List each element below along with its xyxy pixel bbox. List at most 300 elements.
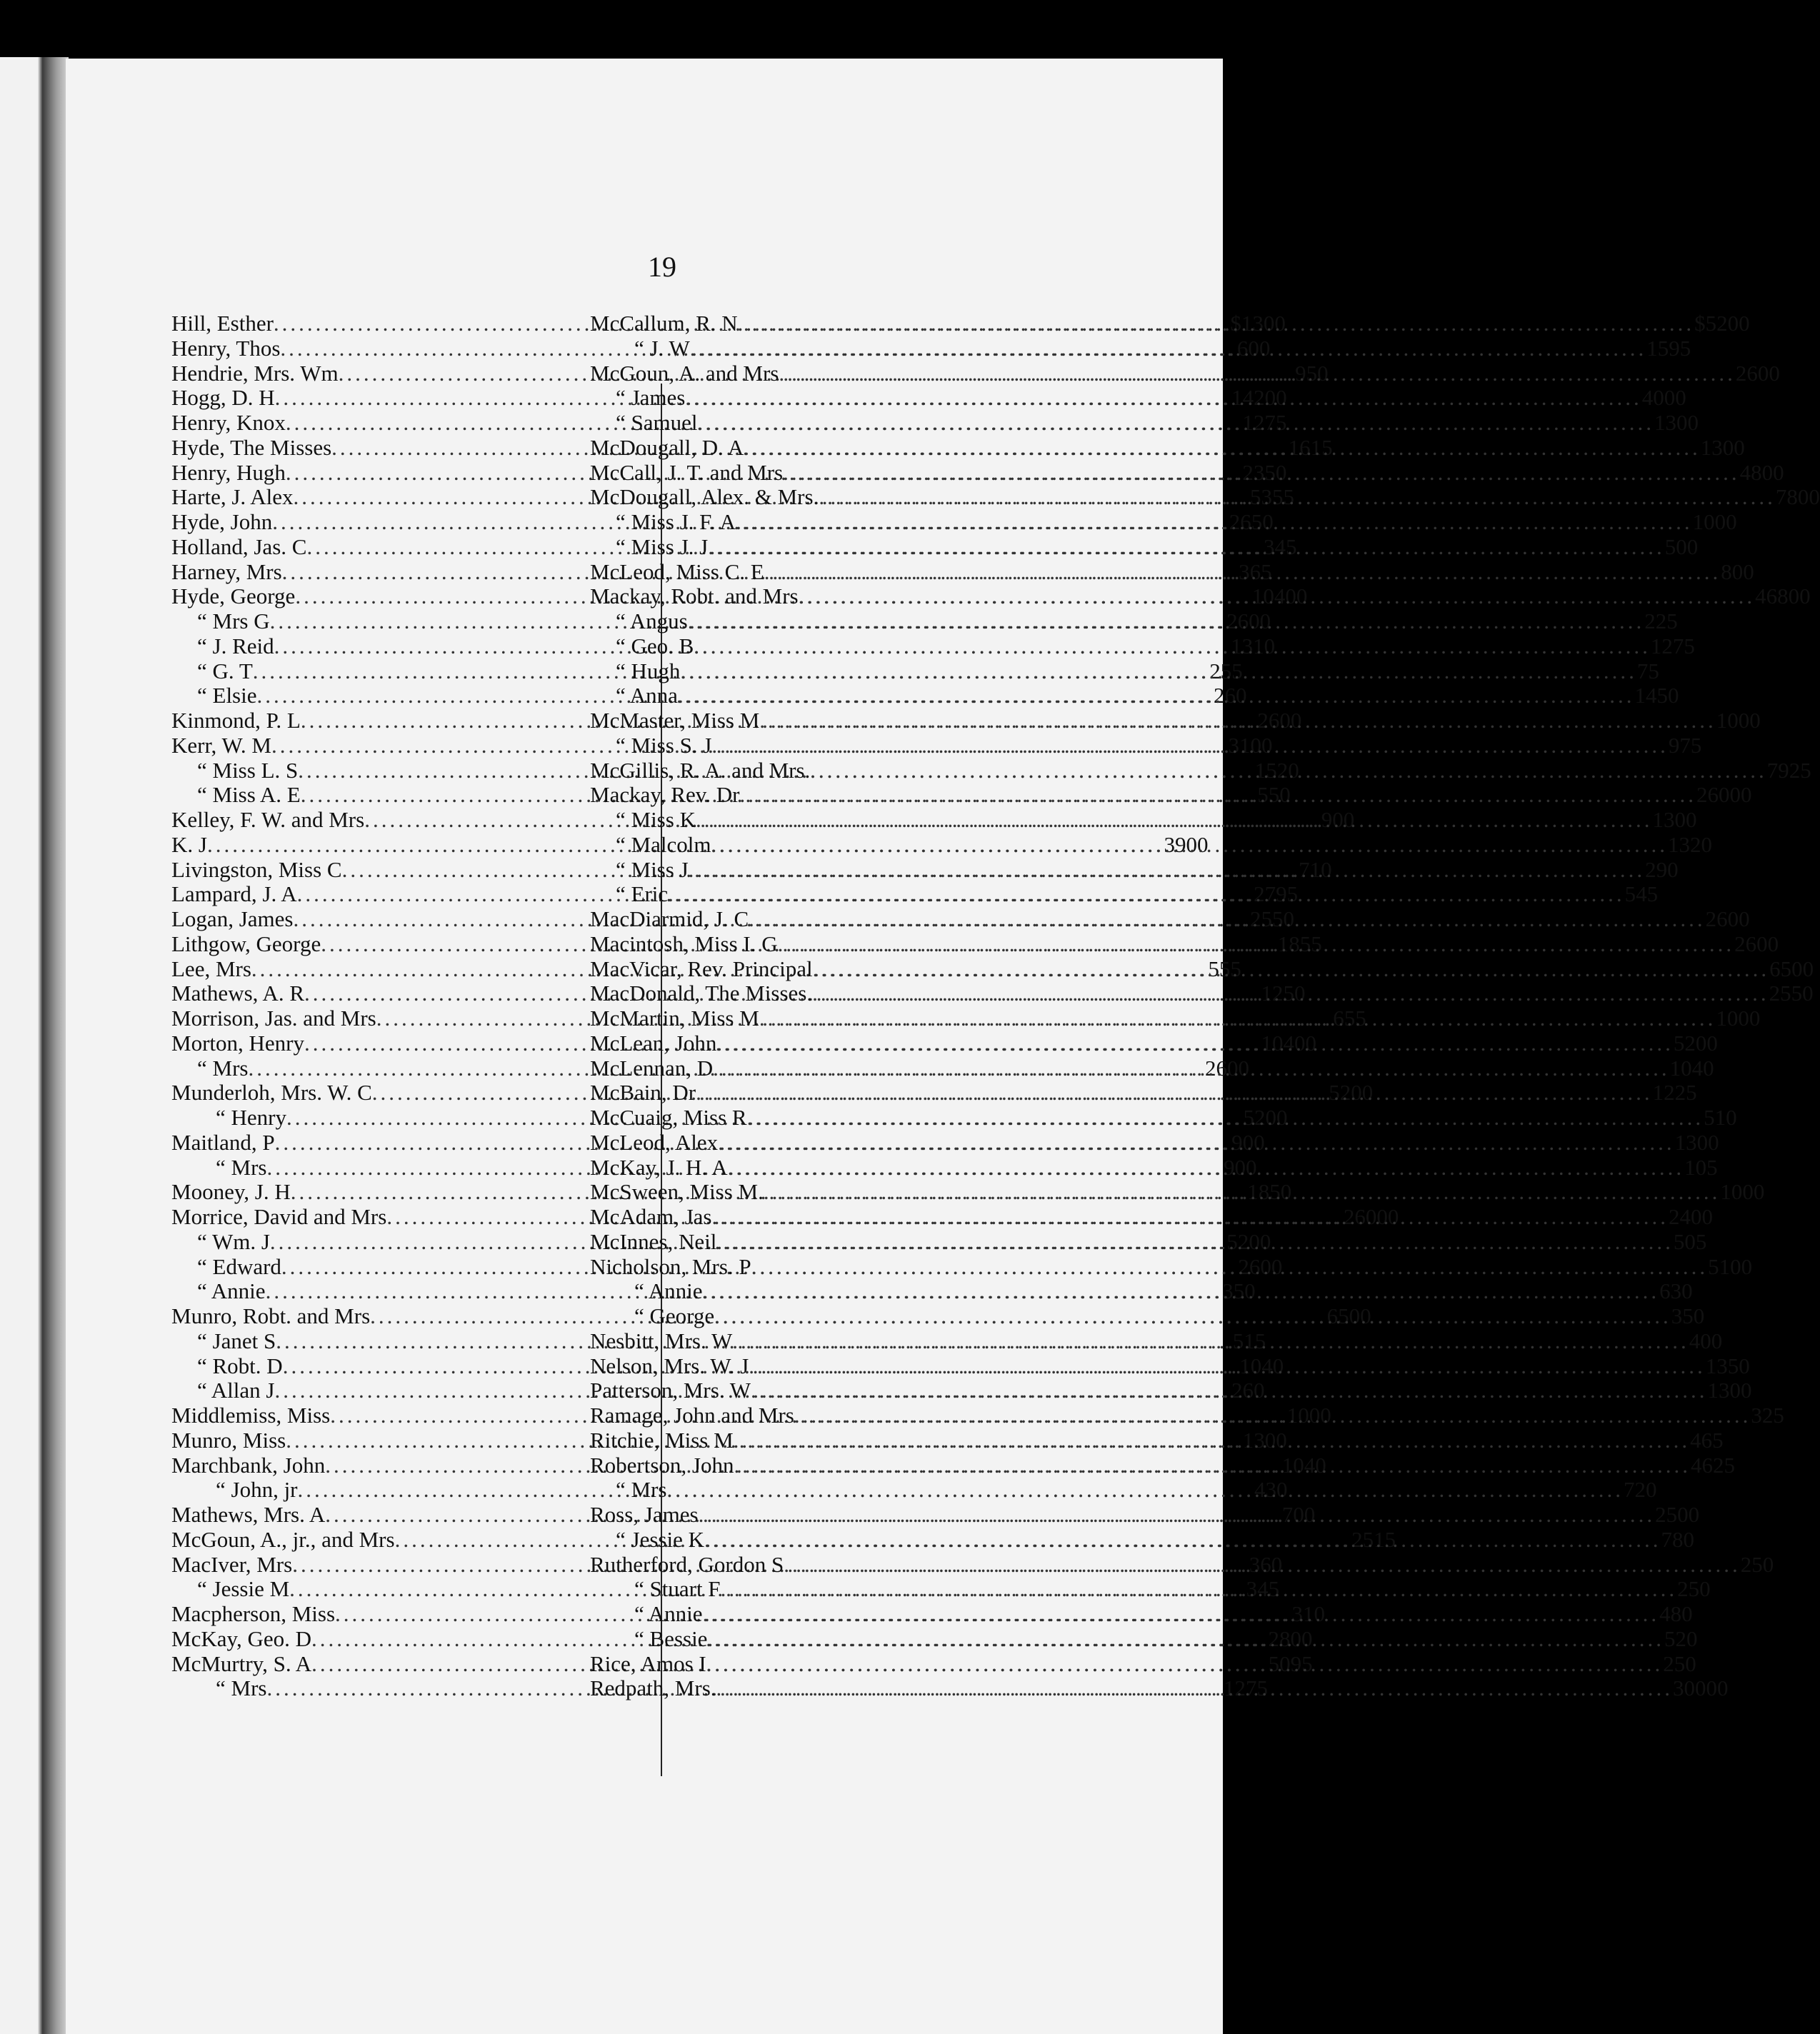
subscriber-name: “ Samuel — [616, 410, 698, 435]
amount-cents: 00 — [1332, 807, 1355, 832]
subscriber-name: McDougall, D. A — [590, 434, 744, 460]
amount-cents: 30 — [1265, 1477, 1288, 1503]
amount-cents: 00 — [1696, 1129, 1719, 1155]
amount-cents: 50 — [1283, 981, 1306, 1006]
subscriber-name: “ James — [616, 385, 686, 411]
subscriber-name: “ Henry — [216, 1105, 286, 1130]
amount-dollars: 15 — [1646, 335, 1669, 361]
amount-dollars: 18 — [1277, 931, 1300, 956]
amount-cents: 00 — [1226, 1055, 1249, 1081]
subscriber-name: “ Mrs — [616, 1477, 667, 1503]
subscriber-name: “ Hugh — [616, 658, 681, 683]
amount-cents: 00 — [1249, 1228, 1271, 1254]
amount-cents: 25 — [1789, 757, 1811, 783]
amount-cents: 00 — [1797, 484, 1820, 510]
amount-cents: 00 — [1706, 1675, 1729, 1701]
subscriber-name: “ Miss J. F. A — [616, 509, 736, 534]
amount-cents: 00 — [1290, 1625, 1313, 1651]
dot-leader — [728, 1156, 1685, 1181]
subscriber-name: “ Jessie K — [616, 1526, 704, 1552]
amount-dollars: 9 — [1223, 1154, 1235, 1180]
subscriber-name: McGillis, R. A. and Mrs. — [590, 757, 811, 783]
subscriber-name: “ Miss S. J — [616, 732, 712, 758]
subscriber-name: “ Miss J — [616, 856, 689, 882]
dot-leader — [690, 336, 1647, 361]
amount-cents: 00 — [1351, 1080, 1374, 1106]
dot-leader — [668, 882, 1625, 907]
subscriber-name: K. J — [171, 831, 207, 857]
amount-cents: 20 — [1689, 831, 1712, 857]
dot-leader — [812, 981, 1769, 1006]
subscriber-name: Patterson, Mrs. W — [590, 1378, 751, 1403]
dollar-sign: $ — [1694, 311, 1706, 336]
amount-dollars: 13 — [1654, 410, 1676, 435]
amount-cents: 20 — [1675, 1625, 1698, 1651]
amount-dollars: 468 — [1755, 583, 1789, 609]
dot-leader — [704, 1528, 1661, 1553]
amount-cents: 95 — [1290, 1650, 1313, 1676]
subscriber-name: Lee, Mrs — [171, 956, 251, 981]
amount-dollars: 4 — [1254, 1477, 1266, 1503]
amount-dollars: 16 — [1288, 434, 1311, 460]
amount-cents: 00 — [1250, 732, 1273, 758]
amount-cents: 00 — [1690, 1204, 1713, 1229]
amount-dollars: 65 — [1326, 1303, 1349, 1328]
amount-dollars: 4 — [1689, 1328, 1701, 1353]
subscriber-name: Hendrie, Mrs. Wm — [171, 360, 339, 386]
dot-leader — [732, 1329, 1689, 1354]
amount-cents: 55 — [1271, 484, 1294, 510]
amount-cents: 00 — [1349, 1303, 1371, 1328]
amount-dollars: 31 — [1228, 732, 1251, 758]
subscriber-name: “ Miss K — [616, 807, 696, 832]
amount-dollars: 12 — [1261, 981, 1284, 1006]
amount-cents: 00 — [1376, 1204, 1399, 1229]
dot-leader — [716, 1230, 1674, 1255]
dot-leader — [749, 907, 1706, 932]
amount-cents: 75 — [1245, 1675, 1268, 1701]
amount-cents: 40 — [1261, 1353, 1284, 1378]
subscriber-name: “ Malcolm — [616, 831, 711, 857]
amount-dollars: 260 — [1696, 782, 1730, 808]
amount-dollars: 2 — [1209, 658, 1221, 683]
dot-leader — [680, 659, 1637, 684]
subscriber-name: Harte, J. Alex — [171, 484, 294, 510]
amount-cents: 30 — [1670, 1278, 1693, 1304]
amount-cents: 50 — [1674, 1650, 1696, 1676]
amount-dollars: 26 — [1705, 906, 1728, 931]
amount-dollars: 104 — [1251, 583, 1286, 609]
amount-dollars: 7 — [1281, 1502, 1294, 1527]
dot-leader — [751, 1255, 1709, 1280]
amount-dollars: 13 — [1667, 831, 1690, 857]
amount-cents: 05 — [1695, 1154, 1718, 1180]
amount-dollars: 10 — [1669, 1055, 1692, 1081]
subscriber-name: “ Jessie M — [197, 1576, 290, 1602]
amount-cents: 00 — [1309, 1403, 1331, 1428]
dot-leader — [678, 683, 1635, 708]
subscriber-name: “ Miss L. S — [197, 757, 299, 783]
amount-cents: 00 — [1293, 1502, 1316, 1527]
subscriber-name: “ Geo. B — [616, 633, 694, 658]
amount-dollars: 5 — [1673, 1228, 1685, 1254]
amount-dollars: 13 — [1652, 807, 1675, 832]
subscriber-name: Nelson, Mrs. W. J — [590, 1353, 749, 1378]
amount-dollars: 12 — [1223, 1675, 1246, 1701]
subscriber-name: MacVicar, Rev. Principal — [590, 956, 813, 981]
amount-cents: 10 — [1303, 1601, 1326, 1626]
amount-dollars: 2 — [1663, 1650, 1674, 1676]
subscriber-name: McGoun, A. and Mrs — [590, 360, 779, 386]
amount-dollars: 5 — [1624, 881, 1636, 907]
amount-dollars: 12 — [1650, 633, 1673, 658]
subscriber-name: “ Bessie — [634, 1625, 708, 1651]
subscriber-name: “ Stuart F — [634, 1576, 721, 1602]
amount-dollars: 10 — [1716, 708, 1739, 733]
amount-cents: 55 — [1220, 658, 1243, 683]
subscriber-row — [590, 807, 1697, 833]
subscriber-name: Middlemiss, Miss — [171, 1403, 331, 1428]
amount-dollars: 26 — [1238, 1253, 1261, 1279]
amount-dollars: 26 — [1257, 708, 1280, 733]
dot-leader — [716, 1676, 1674, 1701]
dot-leader — [698, 411, 1655, 436]
dot-leader — [751, 1378, 1708, 1403]
amount-cents: 00 — [1788, 583, 1811, 609]
amount-dollars: 10 — [1239, 1353, 1262, 1378]
amount-cents: 95 — [1669, 335, 1691, 361]
amount-cents: 15 — [1244, 1328, 1266, 1353]
dot-leader — [711, 1205, 1669, 1230]
dot-leader — [699, 1503, 1656, 1528]
subscriber-name: Kinmond, P. L — [171, 708, 301, 733]
subscriber-name: “ Mrs — [197, 1055, 249, 1081]
subscriber-name: Hogg, D. H — [171, 385, 275, 411]
subscriber-name: McBain, Dr — [590, 1080, 696, 1106]
amount-dollars: 53 — [1249, 484, 1272, 510]
amount-cents: 50 — [1656, 683, 1679, 708]
amount-cents: 00 — [1727, 906, 1750, 931]
subscriber-name: McSween, Miss M. — [590, 1179, 764, 1205]
subscriber-name: Munro, Miss — [171, 1427, 286, 1453]
amount-dollars: 13 — [1242, 1427, 1265, 1453]
subscriber-name: McAdam, Jas — [590, 1204, 712, 1229]
amount-cents: 05 — [1684, 1228, 1707, 1254]
amount-cents: 10 — [1309, 856, 1332, 882]
amount-dollars: 5 — [1257, 782, 1269, 808]
amount-dollars: 52 — [1329, 1080, 1351, 1106]
subscriber-row — [590, 1502, 1700, 1528]
subscriber-name: Nesbitt, Mrs. W — [590, 1328, 733, 1353]
dot-leader — [721, 1577, 1678, 1602]
amount-cents: 60 — [1224, 683, 1247, 708]
amount-cents: 80 — [1671, 1526, 1694, 1552]
dot-leader — [708, 535, 1665, 560]
subscriber-name: Mathews, A. R — [171, 981, 304, 1006]
amount-cents: 00 — [1234, 1154, 1257, 1180]
dot-leader — [779, 361, 1736, 386]
amount-dollars: 15 — [1254, 757, 1277, 783]
subscriber-name: McDougall, Alex. & Mrs. — [590, 484, 819, 510]
subscriber-name: Hyde, George — [171, 583, 296, 609]
amount-dollars: 142 — [1231, 385, 1265, 411]
amount-dollars: 12 — [1652, 1080, 1675, 1106]
amount-cents: 45 — [1274, 533, 1297, 559]
dot-leader — [759, 708, 1716, 733]
amount-cents: 00 — [1695, 1030, 1718, 1056]
subscriber-name: “ J. W — [634, 335, 690, 361]
amount-cents: 00 — [1265, 1105, 1288, 1130]
amount-dollars: 3 — [1751, 1403, 1762, 1428]
amount-cents: 00 — [1294, 1030, 1316, 1056]
amount-dollars: 52 — [1673, 1030, 1696, 1056]
amount-dollars: 300 — [1673, 1675, 1706, 1701]
subscriber-name: Morrison, Jas. and Mrs — [171, 1006, 376, 1031]
amount-dollars: 13 — [1700, 434, 1723, 460]
subscriber-name: Mooney, J. H — [171, 1179, 291, 1205]
amount-cents: 55 — [1219, 956, 1241, 981]
subscriber-name: “ Miss J. J — [616, 533, 709, 559]
amount-cents: 00 — [1729, 782, 1752, 808]
subscriber-name: “ Annie — [197, 1278, 266, 1304]
amount-cents: 55 — [1299, 931, 1322, 956]
subscriber-name: Henry, Hugh — [171, 459, 286, 485]
amount-dollars: 6 — [1659, 1278, 1671, 1304]
dot-leader — [764, 560, 1721, 585]
amount-cents: 00 — [1264, 1427, 1287, 1453]
amount-dollars: 13 — [1674, 1129, 1697, 1155]
dot-leader — [711, 833, 1668, 858]
subscriber-name: Holland, Jas. C — [171, 533, 307, 559]
amount-dollars: 25 — [1769, 981, 1791, 1006]
subscriber-name: Hyde, The Misses — [171, 434, 332, 460]
amount-dollars: 5 — [1704, 1105, 1715, 1130]
dot-leader — [706, 1652, 1664, 1677]
amount-cents: 50 — [1269, 1179, 1292, 1205]
amount-dollars: 25 — [1655, 1502, 1678, 1527]
amount-dollars: 9 — [1668, 732, 1680, 758]
subscriber-name: Ross, James — [590, 1502, 699, 1527]
dot-leader — [713, 1056, 1670, 1081]
amount-dollars: 6 — [1333, 1006, 1344, 1031]
amount-dollars: 3 — [1263, 533, 1275, 559]
subscriber-name: “ Allan J — [197, 1378, 275, 1403]
subscriber-name: “ Mrs — [216, 1154, 267, 1180]
dot-leader — [738, 311, 1695, 336]
amount-dollars: 13 — [1705, 1353, 1728, 1378]
dot-leader — [688, 609, 1645, 634]
amount-dollars: 26 — [1735, 360, 1758, 386]
amount-cents: 00 — [1738, 1006, 1761, 1031]
amount-cents: 00 — [1791, 956, 1814, 981]
amount-cents: 00 — [1249, 608, 1271, 633]
subscriber-name: “ Mrs — [216, 1675, 267, 1701]
amount-cents: 50 — [1791, 981, 1814, 1006]
amount-dollars: 2 — [1740, 1551, 1752, 1577]
subscriber-name: McInnes, Neil — [590, 1228, 717, 1254]
subscriber-name: Logan, James — [171, 906, 294, 931]
subscriber-name: “ George — [634, 1303, 715, 1328]
amount-dollars: 78 — [1775, 484, 1798, 510]
amount-cents: 50 — [1682, 1303, 1705, 1328]
amount-dollars: 2 — [1677, 1576, 1689, 1602]
amount-cents: 50 — [1306, 360, 1329, 386]
dot-leader — [799, 584, 1756, 609]
dot-leader — [784, 1553, 1741, 1578]
subscriber-name: “ Mrs G — [197, 608, 270, 633]
subscriber-name: Morton, Henry — [171, 1030, 304, 1056]
amount-dollars: 12 — [1242, 410, 1265, 435]
amount-dollars: 40 — [1641, 385, 1664, 411]
amount-cents: 00 — [1731, 558, 1754, 584]
amount-dollars: 18 — [1247, 1179, 1270, 1205]
amount-cents: 00 — [1727, 311, 1750, 336]
amount-cents: 50 — [1751, 1551, 1774, 1577]
dot-leader — [783, 461, 1740, 486]
amount-cents: 65 — [1701, 1427, 1724, 1453]
subscriber-name: “ Edward — [197, 1253, 281, 1279]
subscriber-name: “ Annie — [634, 1601, 703, 1626]
subscriber-name: Henry, Knox — [171, 410, 286, 435]
amount-cents: 50 — [1264, 459, 1287, 485]
subscriber-name: “ Annie — [634, 1278, 703, 1304]
dot-leader — [734, 1453, 1691, 1478]
amount-dollars: 3 — [1249, 1551, 1261, 1577]
amount-cents: 50 — [1233, 1278, 1256, 1304]
subscriber-name: MacIver, Mrs — [171, 1551, 293, 1577]
amount-dollars: 2 — [1231, 1378, 1243, 1403]
subscriber-name: “ Janet S — [197, 1328, 276, 1353]
subscriber-name: Robertson, John — [590, 1452, 734, 1478]
amount-cents: 00 — [1664, 385, 1686, 411]
subscriber-name: Redpath, Mrs. — [590, 1675, 716, 1701]
dot-leader — [689, 858, 1646, 883]
dot-leader — [764, 1180, 1721, 1205]
amount-cents: 15 — [1374, 1526, 1396, 1552]
subscriber-name: Rice, Amos I — [590, 1650, 706, 1676]
subscriber-name: Harney, Mrs — [171, 558, 282, 584]
amount-cents: 00 — [1674, 807, 1697, 832]
amount-cents: 00 — [1756, 931, 1779, 956]
dot-leader — [703, 1602, 1660, 1627]
subscriber-name: Kelley, F. W. and Mrs — [171, 807, 365, 832]
amount-cents: 00 — [1285, 583, 1308, 609]
amount-cents: 00 — [1677, 1502, 1700, 1527]
amount-dollars: 5 — [1664, 533, 1676, 559]
amount-cents: 00 — [1729, 1378, 1752, 1403]
dot-leader — [707, 1627, 1664, 1652]
subscriber-name: McKay, J. H. A — [590, 1154, 728, 1180]
amount-cents: 45 — [1257, 1576, 1280, 1602]
amount-cents: 25 — [1674, 1080, 1697, 1106]
amount-dollars: 9 — [1295, 360, 1306, 386]
amount-cents: 50 — [1727, 1353, 1750, 1378]
subscriber-name: Munro, Robt. and Mrs — [171, 1303, 371, 1328]
amount-cents: 20 — [1276, 757, 1299, 783]
amount-dollars: 46 — [1691, 1452, 1713, 1478]
amount-dollars: 1 — [1684, 1154, 1696, 1180]
subscriber-name: Munderloh, Mrs. W. C — [171, 1080, 372, 1106]
amount-dollars: 26 — [1226, 608, 1249, 633]
subscriber-name: “ Miss A. E — [197, 782, 301, 808]
subscriber-name: “ Elsie — [197, 683, 257, 708]
subscriber-name: Livingston, Miss C — [171, 856, 342, 882]
amount-cents: 00 — [1248, 335, 1271, 361]
subscriber-name: “ Eric — [616, 881, 669, 907]
amount-dollars: 26 — [1229, 509, 1251, 534]
subscriber-name: Morrice, David and Mrs — [171, 1204, 387, 1229]
amount-cents: 00 — [1742, 1179, 1765, 1205]
amount-dollars: 3 — [1671, 1303, 1683, 1328]
subscriber-name: Rutherford, Gordon S — [590, 1551, 784, 1577]
subscriber-name: McLennan, D — [590, 1055, 714, 1081]
amount-dollars: 14 — [1634, 683, 1657, 708]
amount-dollars: 52 — [1243, 1105, 1266, 1130]
amount-cents: 55 — [1344, 1006, 1366, 1031]
amount-cents: 50 — [1251, 509, 1274, 534]
amount-dollars: 4 — [1690, 1427, 1701, 1453]
subscriber-name: MacDonald, The Misses. — [590, 981, 813, 1006]
amount-dollars: 39 — [1164, 831, 1186, 857]
amount-cents: 00 — [1263, 311, 1286, 336]
amount-cents: 50 — [1688, 1576, 1711, 1602]
amount-cents: 10 — [1253, 633, 1276, 658]
amount-cents: 60 — [1260, 1551, 1283, 1577]
amount-cents: 00 — [1761, 459, 1784, 485]
amount-dollars: 2 — [1214, 683, 1225, 708]
amount-dollars: 3 — [1239, 558, 1250, 584]
subscriber-name: Lithgow, George — [171, 931, 321, 956]
amount-dollars: 3 — [1246, 1576, 1258, 1602]
amount-cents: 15 — [1310, 434, 1333, 460]
amount-dollars: 9 — [1321, 807, 1333, 832]
amount-cents: 25 — [1713, 1452, 1735, 1478]
subscriber-name: McCuaig, Miss R — [590, 1105, 747, 1130]
subscriber-name: McLeod, Alex — [590, 1129, 719, 1155]
amount-dollars: 10 — [1692, 509, 1715, 534]
amount-cents: 75 — [1679, 732, 1702, 758]
amount-dollars: 52 — [1226, 1228, 1249, 1254]
dot-leader — [714, 1304, 1671, 1329]
amount-cents: 10 — [1714, 1105, 1737, 1130]
dot-leader — [778, 932, 1735, 957]
amount-dollars: 6 — [1236, 335, 1249, 361]
amount-cents: 25 — [1761, 1403, 1784, 1428]
subscriber-name: “ John, jr — [216, 1477, 298, 1503]
subscriber-name: Marchbank, John — [171, 1452, 326, 1478]
amount-dollars: 260 — [1343, 1204, 1377, 1229]
amount-cents: 00 — [1730, 1253, 1753, 1279]
subscriber-name: McLeod, Miss C. E — [590, 558, 764, 584]
amount-dollars: 7 — [1299, 856, 1310, 882]
amount-cents: 40 — [1304, 1452, 1326, 1478]
amount-dollars: 9 — [1231, 1129, 1243, 1155]
subscriber-name: Macintosh, Miss I. G — [590, 931, 778, 956]
amount-cents: 00 — [1714, 509, 1737, 534]
dot-leader — [744, 436, 1701, 461]
amount-dollars: 28 — [1268, 1625, 1291, 1651]
subscriber-name: McMaster, Miss M — [590, 708, 760, 733]
subscriber-name: Nicholson, Mrs. P — [590, 1253, 751, 1279]
amount-cents: 60 — [1242, 1378, 1265, 1403]
amount-dollars: 25 — [1249, 906, 1272, 931]
amount-dollars: 52 — [1705, 311, 1728, 336]
amount-dollars: 10 — [1716, 1006, 1739, 1031]
dot-leader — [694, 634, 1651, 659]
subscriber-name: “ J. Reid — [197, 633, 274, 658]
dot-leader — [716, 1031, 1674, 1056]
dot-leader — [718, 1131, 1675, 1156]
